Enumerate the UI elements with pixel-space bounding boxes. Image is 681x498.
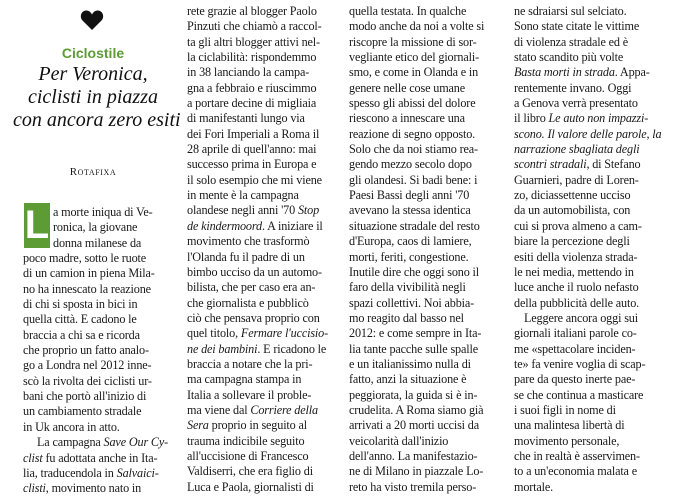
text-run: in Uk ancora in atto. (23, 419, 120, 434)
text-run: no ha innescato la reazione (23, 281, 151, 296)
text-line (514, 219, 670, 234)
text-line (349, 434, 501, 449)
text-run: proprio in seguito al (208, 418, 307, 433)
article-column-1 (23, 205, 171, 497)
text-run: donna milanese da (53, 235, 142, 250)
text-run: trauma indicibile seguito (187, 433, 305, 448)
text-line (23, 404, 171, 419)
text-line (187, 111, 337, 126)
italic-text: narrazione sbagliata degli (514, 142, 640, 157)
text-line (187, 234, 337, 249)
text-line (514, 372, 670, 387)
byline: Rotafixa (69, 166, 117, 178)
text-run: ne sdraiarsi sul selciato. (514, 4, 627, 18)
text-run: il libro (514, 111, 549, 126)
text-run: fu adottata anche in Ita- (42, 450, 158, 465)
italic-text: Fermare l'uccisio- (240, 326, 329, 341)
text-run: successo prima in Europa e (187, 157, 317, 172)
text-line (349, 173, 501, 188)
text-line (23, 205, 171, 220)
text-line (187, 35, 337, 50)
text-line (514, 203, 670, 218)
text-run: ma campagna stampa in (187, 372, 302, 387)
text-line (514, 326, 670, 341)
text-run: Italia a sollevare il proble- (187, 387, 312, 402)
italic-text: Le auto non impazzi- (548, 111, 649, 126)
text-run: di manifestanti lungo via (187, 111, 305, 126)
text-line (349, 65, 501, 80)
text-line (187, 19, 337, 34)
text-line (349, 250, 501, 265)
text-run: braccia a chi sa e ricorda (23, 327, 140, 342)
text-line (349, 449, 501, 464)
text-line (187, 265, 337, 280)
text-run: spesso gli abissi del dolore (349, 96, 476, 111)
headline-line: Per Veronica, (38, 63, 148, 85)
text-line (349, 81, 501, 96)
text-line (514, 188, 670, 203)
italic-text: scontri stradali (514, 157, 587, 172)
text-run: quella città. E cadono le (23, 312, 137, 327)
text-line (349, 326, 501, 341)
text-run: riscopre la missione di sor- (349, 34, 477, 49)
text-line (187, 96, 337, 111)
text-line (349, 311, 501, 326)
text-run: dell'anno. La manifestazio- (349, 448, 478, 463)
text-run: . A iniziare il (261, 218, 323, 233)
text-line (349, 203, 501, 218)
text-line (187, 188, 337, 203)
text-line (349, 50, 501, 65)
text-line (187, 219, 337, 234)
text-line (514, 342, 670, 357)
article-column-2 (187, 4, 337, 495)
text-line (187, 480, 337, 495)
italic-text: clist (23, 450, 43, 465)
text-run: zo, diciassettenne ucciso (514, 188, 631, 203)
text-line (349, 127, 501, 142)
italic-text: scono. Il valore delle parole, la (514, 126, 662, 141)
text-run: a morte iniqua di Ve- (53, 205, 153, 219)
italic-text: Corriere della (250, 402, 318, 417)
text-line (23, 358, 171, 373)
text-line (187, 173, 337, 188)
text-line (514, 418, 670, 433)
text-line (187, 449, 337, 464)
text-run: di chi si sposta in bici in (23, 297, 138, 312)
text-run: mortale. (514, 479, 554, 494)
text-line (349, 111, 501, 126)
text-line (514, 388, 670, 403)
text-line (349, 19, 501, 34)
text-run: to a un'economia malata e (514, 464, 637, 479)
text-run: riescono a innescare una (349, 111, 465, 126)
text-run: il solo esempio che mi viene (187, 172, 322, 187)
text-run: me «spettacolare inciden- (514, 341, 636, 356)
text-line (514, 357, 670, 372)
article-column-4 (514, 4, 670, 495)
text-run: a portare decine di migliaia (187, 96, 317, 111)
text-line (349, 403, 501, 418)
text-line (187, 464, 337, 479)
text-run: mo reagito dal basso nel (349, 310, 464, 325)
text-line (23, 220, 171, 235)
text-run: genere nelle cose umane (349, 80, 465, 95)
italic-text: clisti (23, 481, 46, 496)
text-run: Inutile dire che oggi sono il (349, 264, 480, 279)
text-run: stato scandito più volte (514, 50, 624, 65)
text-line (187, 357, 337, 372)
text-run: avevano la stessa identica (349, 203, 471, 218)
text-run: ta gli altri blogger attivi nel- (187, 34, 320, 49)
text-run: esiti della violenza strada- (514, 249, 638, 264)
text-run: ma viene dal (187, 402, 251, 417)
text-line (23, 466, 171, 481)
text-run: movimento personale, (514, 433, 620, 448)
text-run: Luca e Paola, giornalisti di (187, 479, 314, 494)
text-run: ciò che pensava proprio con (187, 310, 320, 325)
text-line (349, 372, 501, 387)
text-run: Solo che da noi stiamo rea- (349, 142, 478, 157)
headline (13, 63, 181, 132)
text-line (514, 449, 670, 464)
text-line (349, 357, 501, 372)
text-run: la ciclabilità: rispondemmo (187, 50, 317, 65)
text-run: Sono state citate le vittime (514, 19, 640, 34)
text-line (349, 342, 501, 357)
text-line (187, 403, 337, 418)
heart-icon (80, 9, 104, 31)
text-run: poco madre, sotto le ruote (23, 251, 147, 266)
text-run: quel titolo, (187, 326, 241, 341)
text-line (187, 65, 337, 80)
text-run: gli olandesi. Si badi bene: i (349, 172, 478, 187)
text-line (23, 328, 171, 343)
text-run: olandese negli anni '70 (187, 203, 298, 218)
text-run: della pubblicità delle auto. (514, 295, 640, 310)
text-run: , movimento nato in (45, 481, 142, 496)
text-line (514, 311, 670, 326)
text-line (187, 434, 337, 449)
text-run: a Genova verrà presentato (514, 96, 638, 111)
text-line (514, 464, 670, 479)
text-run: dei Fori Imperiali a Roma il (187, 126, 320, 141)
text-line (349, 157, 501, 172)
text-line (514, 50, 670, 65)
italic-text: Stop (297, 203, 320, 218)
text-line (349, 234, 501, 249)
text-line (187, 296, 337, 311)
text-run: pare da questo inerte pae- (514, 372, 636, 387)
italic-text: Salvaici- (116, 465, 159, 480)
text-line (514, 127, 670, 142)
text-line (187, 418, 337, 433)
text-run: arrivati a 20 morti uccisi da (349, 418, 480, 433)
text-line (514, 173, 670, 188)
text-run: Pinzuti che chiamò a raccol- (187, 19, 322, 34)
text-run: reto ha visto tremila perso- (349, 479, 477, 494)
text-run: faro della vivibilità negli (349, 280, 466, 295)
text-line (23, 266, 171, 281)
text-line (349, 296, 501, 311)
text-run: Valdiserri, che era figlio di (187, 464, 313, 479)
text-run: luce anche il ruolo nefasto (514, 280, 639, 295)
text-run: le nei media, mettendo in (514, 264, 634, 279)
text-run: bilista, che per caso era an- (187, 280, 316, 295)
text-line (349, 418, 501, 433)
text-line (23, 297, 171, 312)
text-run: cui si prova almeno a cam- (514, 218, 642, 233)
text-run: rete grazie al blogger Paolo (187, 4, 317, 18)
text-run: rentemente invano. Oggi (514, 80, 632, 95)
text-line (349, 219, 501, 234)
text-run: giornali italiani parole co- (514, 326, 637, 341)
text-line (514, 111, 670, 126)
text-run: peggiorata, la guida si è in- (349, 387, 478, 402)
text-line (514, 157, 670, 172)
text-run: 2012: e come sempre in Ita- (349, 326, 482, 341)
italic-text: Save Our Cy- (103, 435, 169, 450)
text-line (187, 372, 337, 387)
text-line (23, 420, 171, 435)
text-line (187, 342, 337, 357)
drop-cap: L (24, 203, 50, 247)
text-run: morti, feriti, congestione. (349, 249, 469, 264)
text-line (187, 4, 337, 19)
text-line (187, 311, 337, 326)
text-run: bimbo ucciso da un automo- (187, 264, 322, 279)
text-line (349, 388, 501, 403)
text-line (514, 403, 670, 418)
text-line (349, 96, 501, 111)
text-run: movimento che trasformò (187, 234, 310, 249)
text-line (349, 188, 501, 203)
text-run: che giornalista e pubblicò (187, 295, 309, 310)
text-run: vegliante etico del giornali- (349, 50, 479, 65)
text-run: te» fa venire voglia di scap- (514, 356, 646, 371)
text-line (187, 203, 337, 218)
text-run: all'uccisione di Francesco (187, 448, 309, 463)
text-run: veicolarità dall'inizio (349, 433, 449, 448)
text-run: go a Londra nel 2012 inne- (23, 358, 152, 373)
text-line (23, 282, 171, 297)
text-run: crudelita. A Roma siamo già (349, 402, 484, 417)
text-run: in 38 lanciando la campa- (187, 65, 310, 80)
text-run: quella testata. In qualche (349, 4, 467, 18)
text-line (187, 157, 337, 172)
text-line (23, 251, 171, 266)
text-line (187, 250, 337, 265)
text-line (514, 81, 670, 96)
text-run: biare la percezione degli (514, 234, 630, 249)
italic-text: Basta morti in strada (514, 65, 615, 80)
text-line (514, 234, 670, 249)
text-line (23, 374, 171, 389)
text-line (514, 142, 670, 157)
text-line (514, 4, 670, 19)
text-run: un cambiamento stradale (23, 404, 142, 419)
text-run: Paesi Bassi degli anni '70 (349, 188, 470, 203)
text-run: che in realtà è asservimen- (514, 448, 640, 463)
text-run: fatto, anzi la situazione è (349, 372, 467, 387)
text-line (514, 96, 670, 111)
text-run: , di Stefano (586, 157, 641, 172)
text-run: che proprio un fatto analo- (23, 343, 149, 358)
text-run: La campagna (37, 435, 104, 450)
text-line (514, 480, 670, 495)
text-line (23, 389, 171, 404)
text-run: . E ricadono le (257, 341, 327, 356)
text-run: gendo mezzo secolo dopo (349, 157, 472, 172)
text-run: smo, e come in Olanda e in (349, 65, 479, 80)
text-run: di un camion in piena Mila- (23, 266, 155, 281)
text-run: spazi collettivi. Noi abbia- (349, 295, 475, 310)
text-line (514, 280, 670, 295)
italic-text: ne dei bambini (187, 341, 258, 356)
headline-line: ciclisti in piazza (28, 86, 158, 108)
text-run: se che continua a masticare (514, 387, 644, 402)
text-line (349, 4, 501, 19)
text-run: braccia a notare che la pri- (187, 356, 313, 371)
text-run: da un automobilista, con (514, 203, 631, 218)
text-run: lia, traducendola in (23, 465, 117, 480)
text-line (187, 50, 337, 65)
text-line (349, 142, 501, 157)
text-line (23, 451, 171, 466)
text-run: Guarnieri, padre di Loren- (514, 172, 639, 187)
italic-text: Sera (187, 418, 209, 433)
article-column-3 (349, 4, 501, 495)
text-line (514, 265, 670, 280)
text-run: gna a febbraio e riuscimmo (187, 80, 317, 95)
text-run: 28 aprile di quell'anno: mai (187, 142, 317, 157)
text-line (187, 81, 337, 96)
text-line (349, 265, 501, 280)
text-run: scò la rivolta dei ciclisti ur- (23, 373, 152, 388)
text-run: una malintesa libertà di (514, 418, 625, 433)
text-line (349, 464, 501, 479)
text-line (514, 296, 670, 311)
text-line (349, 480, 501, 495)
text-run: in mente è la campagna (187, 188, 299, 203)
text-run: ronica, la giovane (53, 220, 138, 235)
text-line (23, 312, 171, 327)
text-run: e un italianissimo nulla di (349, 356, 471, 371)
text-line (514, 434, 670, 449)
text-line (187, 388, 337, 403)
text-run: bani che portò all'inizio di (23, 389, 147, 404)
text-run: lia tante pacche sulle spalle (349, 341, 478, 356)
text-run: i suoi figli in nome di (514, 402, 616, 417)
text-line (349, 35, 501, 50)
text-run: l'Olanda fu il padre di un (187, 249, 305, 264)
text-run: di violenza stradale ed è (514, 34, 629, 49)
text-line (187, 280, 337, 295)
text-line (187, 127, 337, 142)
text-line (23, 343, 171, 358)
text-line (514, 250, 670, 265)
text-line (514, 35, 670, 50)
text-line (187, 326, 337, 341)
text-run: modo anche da noi a volte si (349, 19, 485, 34)
text-run: reazione di segno opposto. (349, 126, 476, 141)
text-line (23, 435, 171, 450)
section-kicker: Ciclostile (61, 45, 125, 61)
text-line (514, 65, 670, 80)
text-run: ne di Milano in piazzale Lo- (349, 464, 484, 479)
text-line (23, 481, 171, 496)
text-run: d'Europa, caos di lamiere, (349, 234, 472, 249)
text-run: . Appa- (614, 65, 650, 80)
text-line (23, 236, 171, 251)
text-line (187, 142, 337, 157)
text-line (514, 19, 670, 34)
text-line (349, 280, 501, 295)
headline-line: con ancora zero esiti (13, 109, 181, 131)
text-run: situazione stradale del resto (349, 218, 480, 233)
italic-text: de kindermoord (187, 218, 262, 233)
text-run: Leggere ancora oggi sui (524, 310, 638, 325)
